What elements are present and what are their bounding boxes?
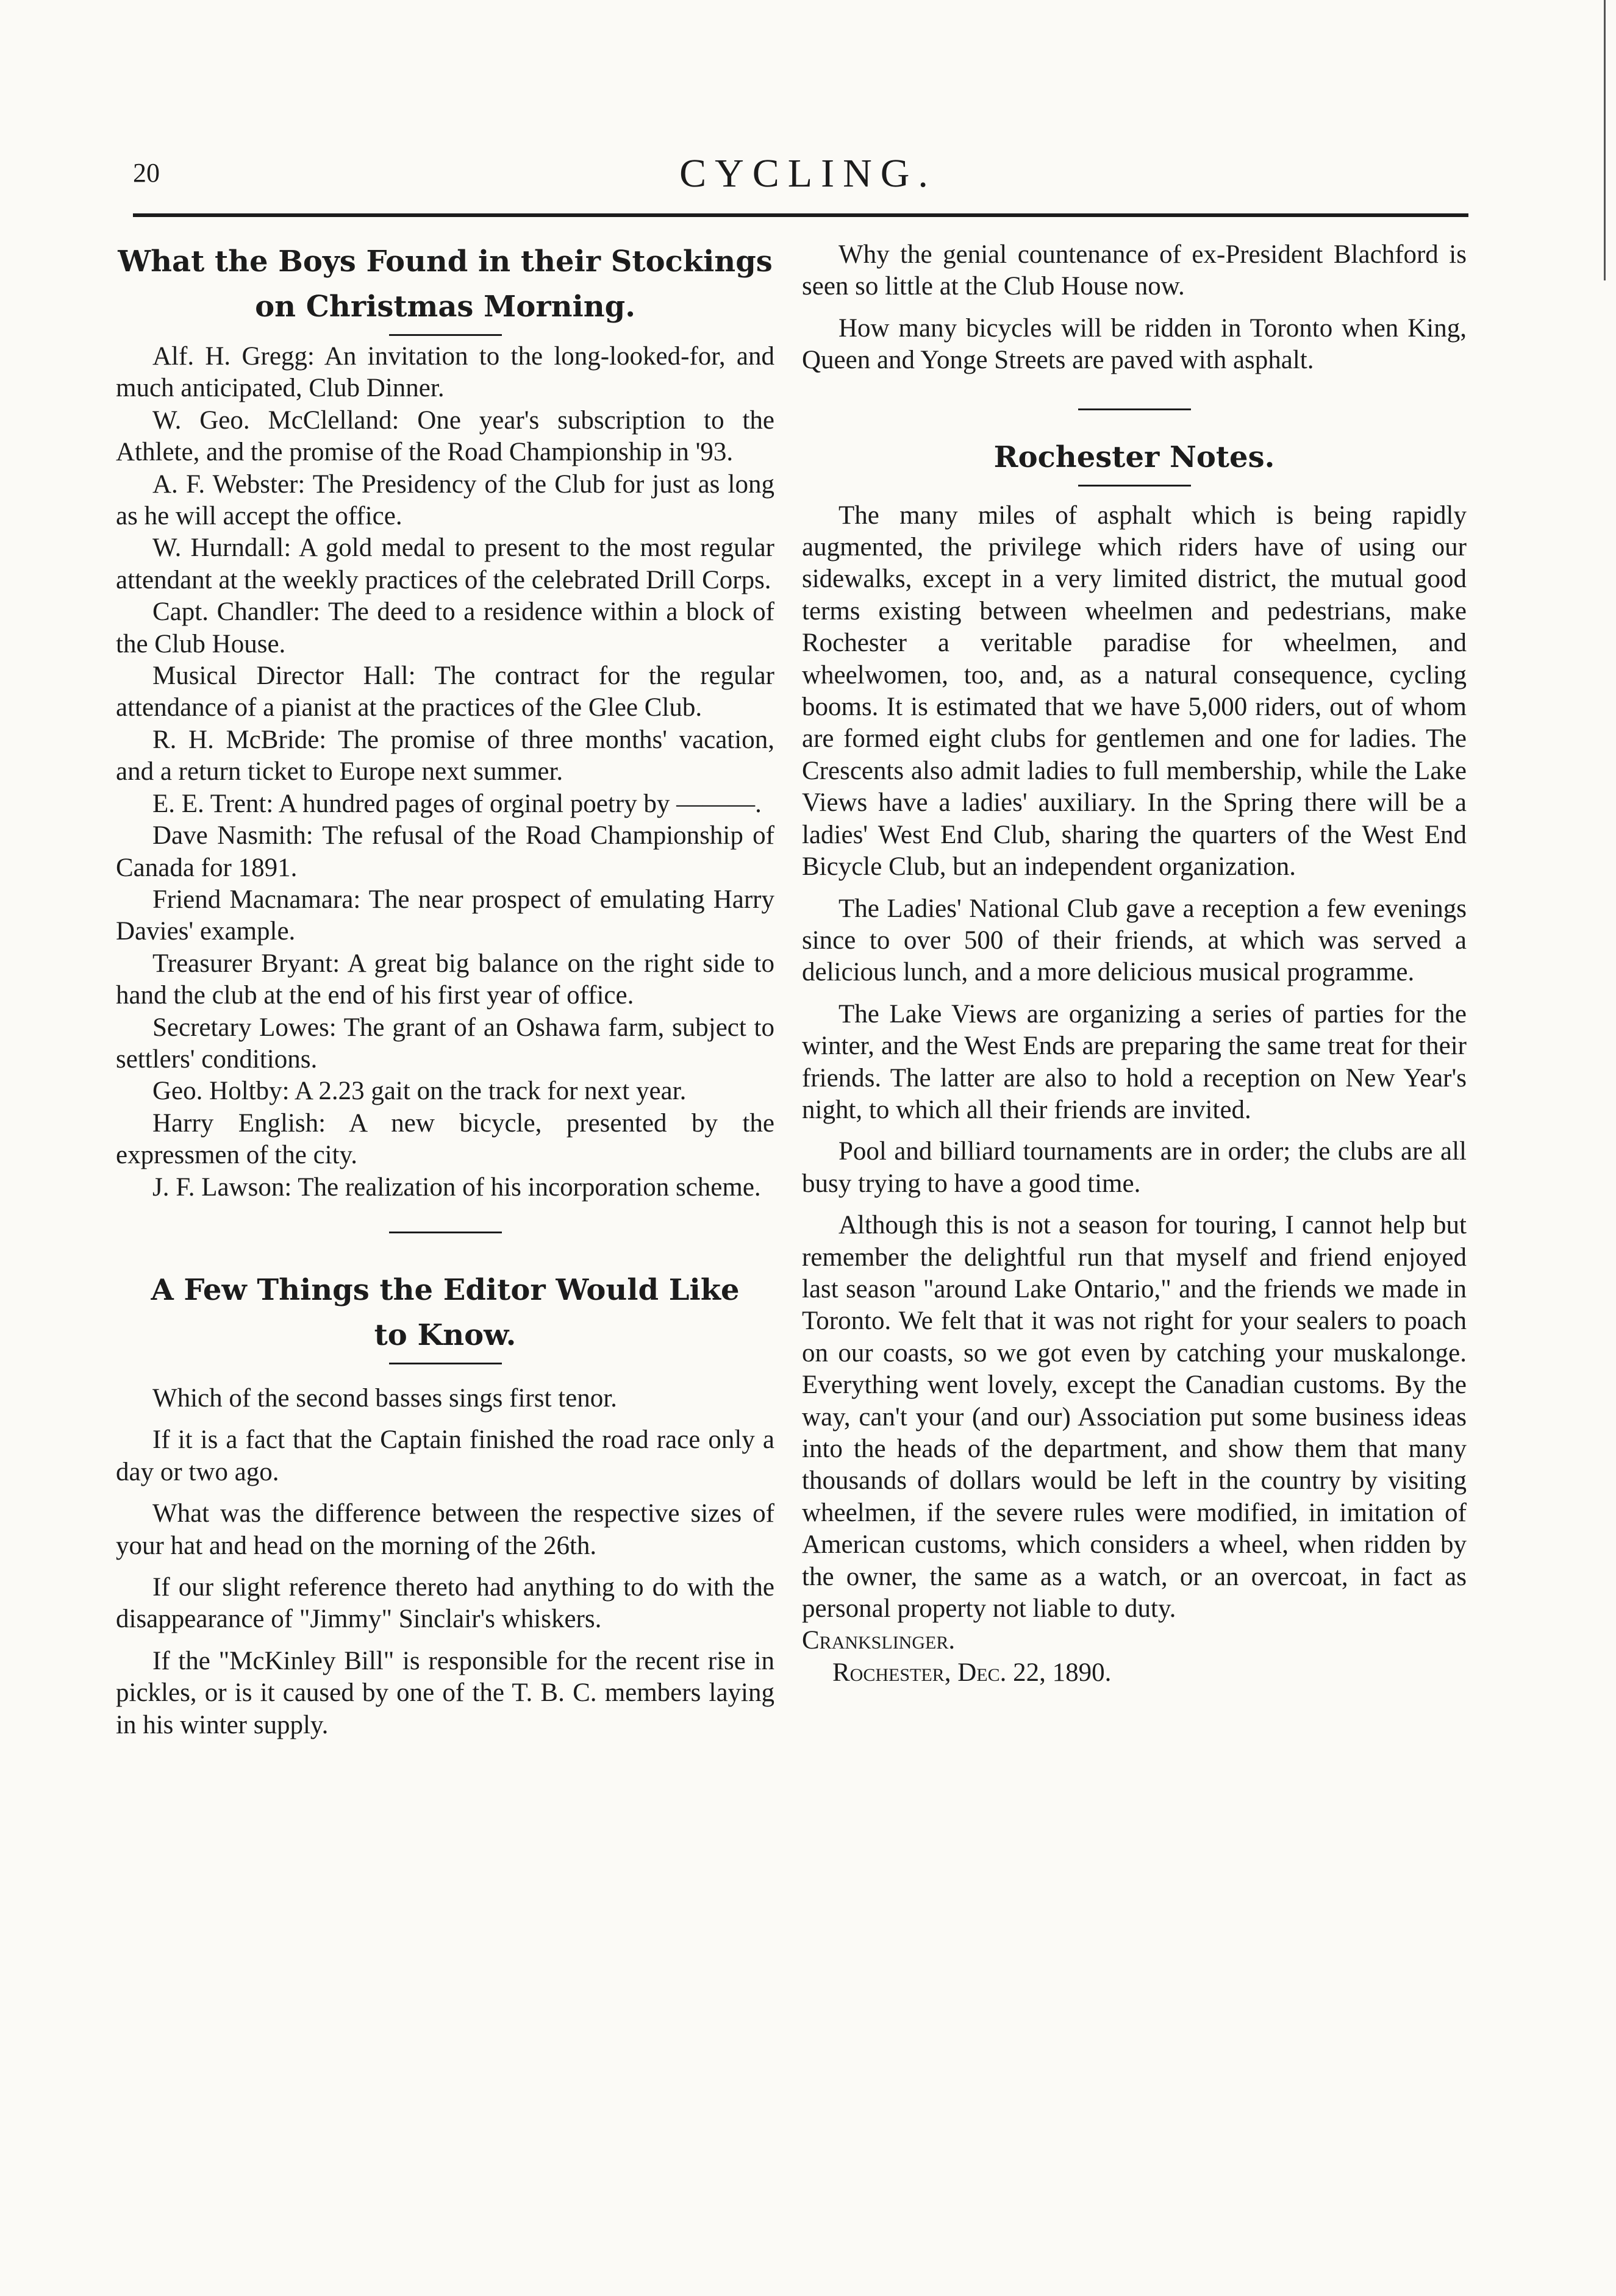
editor-item: How many bicycles will be ridden in Toronto when King, Queen and Yonge Streets are paved with asphalt. xyxy=(802,313,1467,375)
article-paragraph: The many miles of asphalt which is being rapidly augmented, the privilege which riders have of using our sidewalks, except in a very limited district, the mutual good terms existing between wheelmen and pedestrians, make Rochester a veritable paradise for wheelmen, and wheelwomen, too, and, as a natural consequence, cycling booms. It is estimated that we have 5,000 riders, out of whom are formed eight clubs for gentlemen and one for ladies. The Crescents also admit ladies to full membership, while the Lake Views have a ladies' auxiliary. In the Spring there will be a ladies' West End Club, sharing the quarters of the West End Bicycle Club, but an independent organization. xyxy=(802,501,1467,882)
stockings-list xyxy=(116,341,774,1203)
section-separator xyxy=(1078,408,1191,410)
magazine-title: CYCLING. xyxy=(679,151,937,196)
stockings-title-line2: on Christmas Morning. xyxy=(255,290,635,324)
rochester-title: Rochester Notes. xyxy=(993,440,1275,474)
right-column xyxy=(802,239,1467,1689)
stockings-item: R. H. McBride: The promise of three months' vacation, and a return ticket to Europe next summer. xyxy=(116,725,774,786)
stockings-title-line1: What the Boys Found in their Stockings xyxy=(118,244,773,279)
article-paragraph: The Lake Views are organizing a series of parties for the winter, and the West Ends are preparing the same treat for their friends. The latter are also to hold a reception on New Year's night, to which all their friends are invited. xyxy=(802,999,1467,1124)
stockings-item: Alf. H. Gregg: An invitation to the long-looked-for, and much anticipated, Club Dinner. xyxy=(116,342,774,403)
editor-item: If our slight reference thereto had anything to do with the disappearance of "Jimmy" Sinclair's whiskers. xyxy=(116,1573,774,1634)
editor-item: If it is a fact that the Captain finished the road race only a day or two ago. xyxy=(116,1425,774,1486)
page-number: 20 xyxy=(133,158,160,188)
editor-item: Why the genial countenance of ex-President Blachford is seen so little at the Club House now. xyxy=(802,240,1467,301)
stockings-item: Musical Director Hall: The contract for the regular attendance of a pianist at the practices of the Glee Club. xyxy=(116,661,774,722)
stockings-item: W. Hurndall: A gold medal to present to the most regular attendant at the weekly practices of the celebrated Drill Corps. xyxy=(116,533,774,594)
stockings-title xyxy=(116,239,774,329)
editor-item: Which of the second basses sings first tenor. xyxy=(152,1383,617,1413)
title-rule xyxy=(389,1363,502,1364)
stockings-item: W. Geo. McClelland: One year's subscription to the Athlete, and the promise of the Road Championship in '93. xyxy=(116,405,774,467)
editor-list xyxy=(116,1383,774,1741)
stockings-item: J. F. Lawson: The realization of his incorporation scheme. xyxy=(152,1172,761,1202)
article-paragraph: The Ladies' National Club gave a reception a few evenings since to over 500 of their friends, at which was served a delicious lunch, and a more delicious musical programme. xyxy=(802,894,1467,987)
page-edge-rule xyxy=(1604,0,1606,280)
title-rule xyxy=(389,334,502,336)
dateline: Rochester, Dec. 22, 1890. xyxy=(832,1658,1112,1687)
editor-item: If the "McKinley Bill" is responsible for the recent rise in pickles, or is it caused by one of the T. B. C. members laying in his winter supply. xyxy=(116,1646,774,1739)
editor-title-line1: A Few Things the Editor Would Like xyxy=(151,1272,740,1307)
header-rule xyxy=(133,213,1468,217)
stockings-item: Dave Nasmith: The refusal of the Road Championship of Canada for 1891. xyxy=(116,821,774,882)
stockings-item: Harry English: A new bicycle, presented by the expressmen of the city. xyxy=(116,1108,774,1170)
stockings-item: Capt. Chandler: The deed to a residence within a block of the Club House. xyxy=(116,597,774,658)
editor-title xyxy=(116,1267,774,1358)
stockings-item: Treasurer Bryant: A great big balance on the right side to hand the club at the end of his first year of office. xyxy=(116,949,774,1010)
stockings-item: Secretary Lowes: The grant of an Oshawa farm, subject to settlers' conditions. xyxy=(116,1013,774,1074)
editor-item: What was the difference between the respective sizes of your hat and head on the morning of the 26th. xyxy=(116,1499,774,1560)
stockings-item: Geo. Holtby: A 2.23 gait on the track for next year. xyxy=(152,1077,687,1106)
editor-list-continued xyxy=(802,239,1467,377)
article-paragraph: Although this is not a season for touring, I cannot help but remember the delightful run that myself and friend enjoyed last season "around Lake Ontario," and the friends we made in Toronto. We felt that it was not right for your sealers to poach on our coasts, so we got even by catching your muskalonge. Everything went lovely, except the Canadian customs. By the way, can't your (and our) Association put some business ideas into the heads of the department, and show them that many thousands of dollars would be left in the country by visiting wheelmen, if the severe rules were modified, in imitation of American customs, which considers a wheel, when ridden by the owner, the same as a watch, or an overcoat, in fact as personal property not liable to duty. xyxy=(802,1211,1467,1624)
editor-title-line2: to Know. xyxy=(374,1317,517,1352)
title-rule xyxy=(1078,485,1191,487)
rochester-article xyxy=(802,500,1467,1625)
left-column xyxy=(116,239,774,1741)
stockings-item: E. E. Trent: A hundred pages of orginal poetry by ———. xyxy=(152,789,762,818)
author-signature: Crankslinger. xyxy=(802,1626,956,1655)
article-paragraph: Pool and billiard tournaments are in order; the clubs are all busy trying to have a good time. xyxy=(802,1137,1467,1198)
stockings-item: Friend Macnamara: The near prospect of emulating Harry Davies' example. xyxy=(116,885,774,946)
stockings-item: A. F. Webster: The Presidency of the Club for just as long as he will accept the office. xyxy=(116,469,774,531)
section-separator xyxy=(389,1232,502,1233)
